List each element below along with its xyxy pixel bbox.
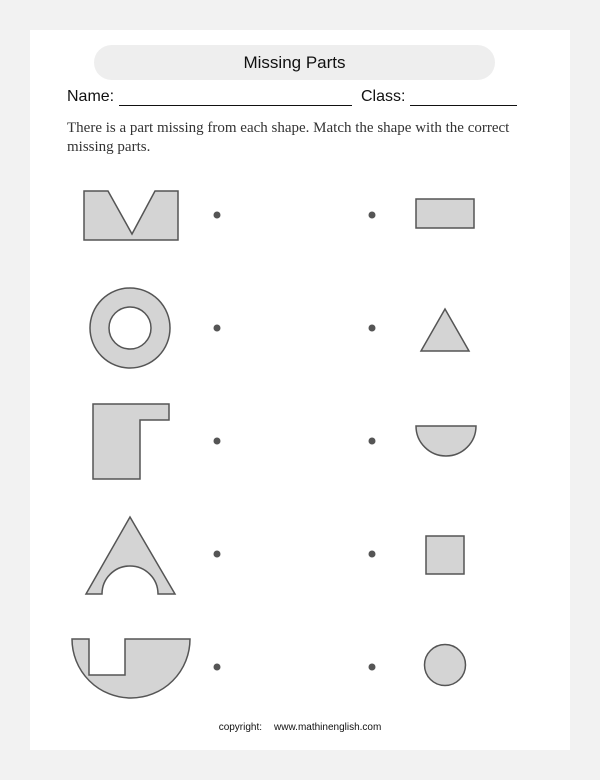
match-dot-right-2[interactable] — [369, 325, 376, 332]
copyright-label: copyright: — [218, 722, 263, 733]
instructions: There is a part missing from each shape. Match the shape with the correct missing parts. — [67, 120, 510, 155]
part-square — [426, 536, 464, 574]
shape-semicircle-with-rectangle-cut — [72, 639, 190, 698]
shape-rectangle-with-v-notch — [84, 191, 178, 240]
part-rectangle — [416, 199, 474, 228]
copyright-site: www.mathinenglish.com — [274, 722, 382, 733]
worksheet-page — [30, 30, 570, 750]
part-semicircle — [416, 426, 476, 456]
match-dot-left-3[interactable] — [214, 438, 221, 445]
match-dot-right-5[interactable] — [369, 664, 376, 671]
shape-triangle-with-arc-cut — [86, 517, 175, 594]
copyright-footer — [30, 722, 570, 733]
match-dot-right-1[interactable] — [369, 212, 376, 219]
page-title: Missing Parts — [94, 45, 495, 80]
part-circle — [425, 645, 466, 686]
name-label: Name: — [67, 88, 115, 105]
match-dot-left-1[interactable] — [214, 212, 221, 219]
matching-area — [30, 30, 570, 750]
match-dot-left-2[interactable] — [214, 325, 221, 332]
match-dot-left-5[interactable] — [214, 664, 221, 671]
shape-ring — [90, 288, 170, 368]
match-dot-right-3[interactable] — [369, 438, 376, 445]
match-dot-right-4[interactable] — [369, 551, 376, 558]
part-triangle — [421, 309, 469, 351]
match-dot-left-4[interactable] — [214, 551, 221, 558]
shape-rectangle-with-corner-cut — [93, 404, 169, 479]
class-label: Class: — [361, 88, 406, 105]
